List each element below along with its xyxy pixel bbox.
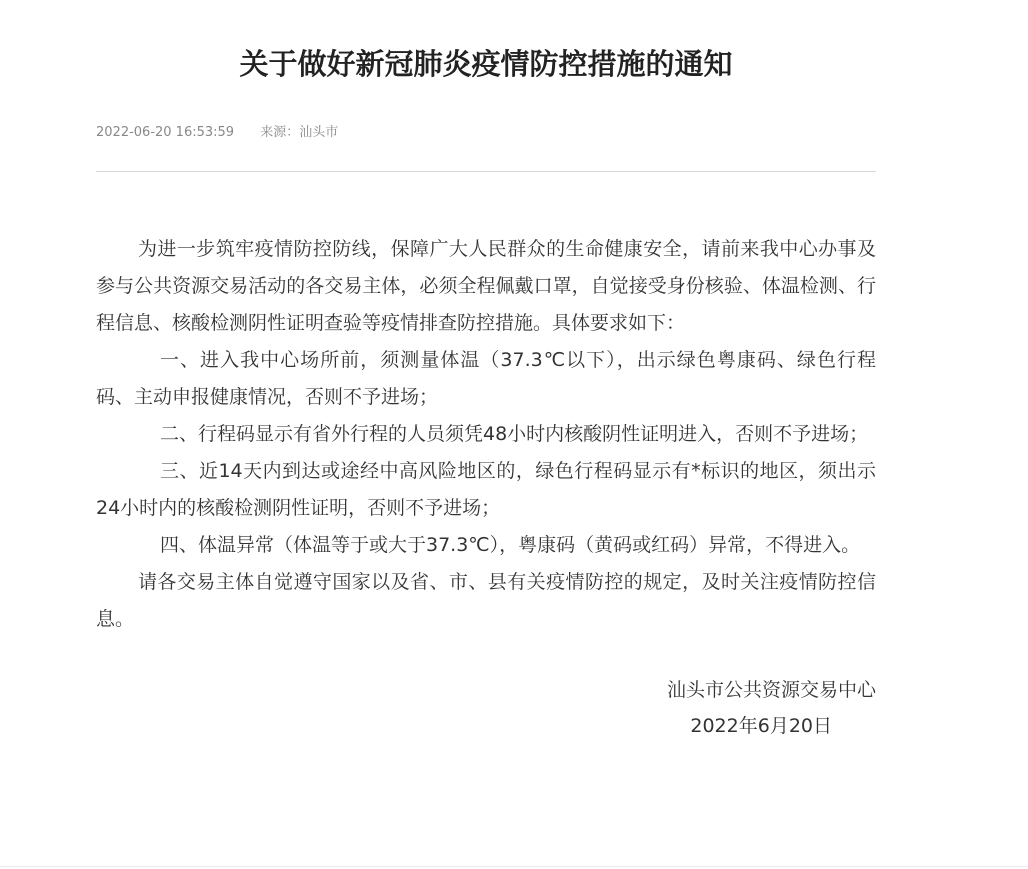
source-value: 汕头市 — [299, 125, 339, 140]
paragraph-item-4: 四、体温异常（体温等于或大于37.3℃），粤康码（黄码或红码）异常，不得进入。 — [160, 534, 861, 556]
paragraph-intro: 为进一步筑牢疫情防控防线，保障广大人民群众的生命健康安全，请前来我中心办事及参与公共资源交易活动的各交易主体，必须全程佩戴口罩，自觉接受身份核验、体温检测、行程信息、核酸检测阴性证明查验等疫情排查防控措施。具体要求如下： — [96, 238, 876, 334]
title-divider — [96, 171, 876, 172]
paragraph-item-3: 三、近14天内到达或途经中高风险地区的，绿色行程码显示有*标识的地区，须出示24小时内的核酸检测阴性证明，否则不予进场； — [96, 460, 876, 519]
bottom-divider — [0, 866, 1028, 867]
article — [96, 0, 876, 744]
signature-organization: 汕头市公共资源交易中心 — [666, 679, 876, 701]
article-body — [96, 231, 876, 638]
signature-date: 2022年6月20日 — [690, 715, 832, 737]
paragraph-closing: 请各交易主体自觉遵守国家以及省、市、县有关疫情防控的规定，及时关注疫情防控信息。 — [96, 571, 876, 630]
publish-date: 2022-06-20 16:53:59 — [96, 125, 235, 140]
signature-block — [96, 672, 876, 744]
article-title: 关于做好新冠肺炎疫情防控措施的通知 — [239, 47, 733, 81]
source-label: 来源： — [260, 125, 300, 140]
paragraph-item-1: 一、进入我中心场所前，须测量体温（37.3℃以下），出示绿色粤康码、绿色行程码、主动申报健康情况，否则不予进场； — [96, 349, 876, 408]
paragraph-item-2: 二、行程码显示有省外行程的人员须凭48小时内核酸阴性证明进入，否则不予进场； — [160, 423, 869, 445]
article-meta — [96, 124, 876, 142]
